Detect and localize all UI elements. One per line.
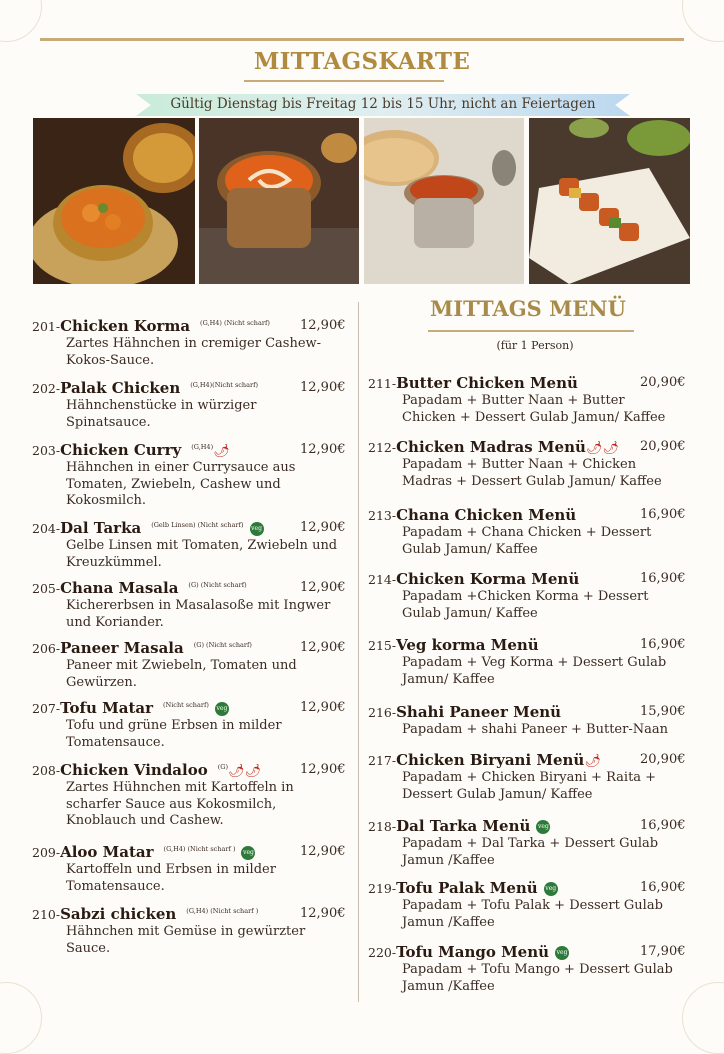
ornament-top-right <box>682 0 724 42</box>
item-allergen-note: (G,H4) (Nicht scharf) <box>200 318 270 327</box>
item-price: 16,90€ <box>640 818 686 833</box>
item-allergen-note: (G) (Nicht scharf) <box>188 580 247 589</box>
item-price: 12,90€ <box>300 442 346 457</box>
item-description-line: Gulab Jamun/ Kaffee <box>402 605 538 621</box>
item-number: 204- <box>32 521 61 536</box>
item-description-line: Jamun /Kaffee <box>402 852 495 868</box>
menu-item <box>368 942 690 995</box>
item-number: 215- <box>368 638 397 653</box>
vegan-icon: veg <box>241 846 255 860</box>
chili-icon: 🌶 <box>584 754 601 769</box>
item-allergen-note: (Nicht scharf) <box>163 700 209 709</box>
vegan-icon: veg <box>536 820 550 834</box>
item-description-line: Papadam + Chana Chicken + Dessert <box>402 525 652 540</box>
item-description-line: Papadam +Chicken Korma + Dessert <box>402 589 649 604</box>
item-number: 202- <box>32 381 61 396</box>
item-description-line: Gewürzen. <box>66 674 137 690</box>
item-name: Chana Masala <box>60 579 179 597</box>
item-name: Palak Chicken <box>60 379 181 397</box>
menu-item <box>32 316 350 369</box>
vegan-icon: veg <box>544 882 558 896</box>
item-description-line: Jamun /Kaffee <box>402 978 495 994</box>
item-number: 205- <box>32 581 61 596</box>
menu-item <box>368 505 690 558</box>
item-number: 214- <box>368 572 397 587</box>
menu-item <box>32 518 350 571</box>
item-number: 212- <box>368 440 397 455</box>
item-name: Chicken Korma Menü <box>396 570 580 588</box>
item-description-line: Spinatsauce. <box>66 414 151 430</box>
item-description-line: Jamun /Kaffee <box>402 914 495 930</box>
item-price: 20,90€ <box>640 375 686 390</box>
item-description-line: Papadam + Tofu Mango + Dessert Gulab <box>402 962 673 977</box>
menu-item <box>32 698 350 751</box>
item-price: 12,90€ <box>300 640 346 655</box>
item-price: 12,90€ <box>300 318 346 333</box>
item-allergen-note: (G,H4) <box>191 442 214 451</box>
item-name: Tofu Matar <box>60 699 153 717</box>
item-description-line: Paneer mit Zwiebeln, Tomaten und <box>66 658 297 673</box>
item-description-line: und Koriander. <box>66 614 164 630</box>
item-description-line: Tofu und grüne Erbsen in milder <box>66 718 282 733</box>
item-description-line: Kokosmilch. <box>66 493 146 508</box>
item-description-line: Papadam + Dal Tarka + Dessert Gulab <box>402 836 659 851</box>
item-name: Chicken Curry <box>60 441 182 459</box>
right-menu-subtitle: (für 1 Person) <box>496 339 574 352</box>
vegan-icon: veg <box>215 702 229 716</box>
item-description-line: scharfer Sauce aus Kokosmilch, <box>66 796 277 812</box>
ornament-bottom-left <box>0 982 42 1054</box>
item-description-line: Jamun/ Kaffee <box>402 671 495 687</box>
item-description-line: Gulab Jamun/ Kaffee <box>402 541 538 557</box>
item-allergen-note: (G) <box>217 762 228 771</box>
menu-item <box>368 437 690 490</box>
vegan-icon: veg <box>250 522 264 536</box>
item-description-line: Gelbe Linsen mit Tomaten, Zwiebeln und <box>66 538 338 553</box>
menu-item <box>32 378 350 431</box>
photo-tandoori-skewers <box>529 118 690 284</box>
menu-item <box>368 750 690 803</box>
item-number: 207- <box>32 701 61 716</box>
item-number: 218- <box>368 819 397 834</box>
item-price: 16,90€ <box>640 507 686 522</box>
item-description-line: Knoblauch und Cashew. <box>66 813 224 828</box>
item-name: Shahi Paneer Menü <box>396 703 562 721</box>
menu-item <box>368 702 690 739</box>
menu-item <box>32 842 350 895</box>
item-allergen-note: (G,H4)(Nicht scharf) <box>190 380 259 389</box>
chili-icon: 🌶 <box>228 764 245 779</box>
item-description-line: Dessert Gulab Jamun/ Kaffee <box>402 786 593 802</box>
item-number: 220- <box>368 945 397 960</box>
item-name: Veg korma Menü <box>396 636 539 654</box>
item-name: Chana Chicken Menü <box>396 506 577 524</box>
item-price: 17,90€ <box>640 944 686 959</box>
item-description-line: Papadam + Butter Naan + Butter <box>402 393 625 408</box>
menu-item <box>368 878 690 931</box>
item-description-line: Papadam + Chicken Biryani + Raita + <box>402 770 657 785</box>
item-allergen-note: (G,H4) (Nicht scharf ) <box>163 844 236 853</box>
item-price: 12,90€ <box>300 762 346 777</box>
item-description-line: Sauce. <box>66 940 111 956</box>
item-description-line: Papadam + Veg Korma + Dessert Gulab <box>402 655 667 670</box>
item-name: Tofu Palak Menü <box>396 879 538 897</box>
item-price: 20,90€ <box>640 439 686 454</box>
item-price: 12,90€ <box>300 380 346 395</box>
menu-item <box>32 638 350 691</box>
menu-item <box>368 373 690 426</box>
item-price: 16,90€ <box>640 880 686 895</box>
photo-curry-swirl <box>199 118 359 284</box>
item-name: Paneer Masala <box>60 639 184 657</box>
chili-icon: 🌶 <box>213 444 230 459</box>
page-title: MITTAGSKARTE <box>253 48 471 75</box>
item-price: 16,90€ <box>640 637 686 652</box>
item-number: 208- <box>32 763 61 778</box>
item-description-line: Hähnchen mit Gemüse in gewürzter <box>66 924 306 939</box>
photo-butter-chicken <box>33 118 195 284</box>
item-description-line: Tomaten, Zwiebeln, Cashew und <box>66 476 281 492</box>
item-description-line: Kreuzkümmel. <box>66 554 162 570</box>
chili-icon: 🌶 <box>602 441 619 456</box>
item-description-line: Papadam + shahi Paneer + Butter-Naan <box>402 722 668 737</box>
column-divider <box>358 302 359 1002</box>
item-description-line: Hähnchenstücke in würziger <box>66 398 257 413</box>
menu-item <box>368 569 690 622</box>
item-name: Chicken Vindaloo <box>60 761 208 779</box>
item-name: Aloo Matar <box>60 843 154 861</box>
menu-item <box>32 578 350 631</box>
item-name: Dal Tarka Menü <box>396 817 531 835</box>
item-allergen-note: (G,H4) (Nicht scharf ) <box>186 906 259 915</box>
item-name: Tofu Mango Menü <box>396 943 550 961</box>
item-description-line: Papadam + Tofu Palak + Dessert Gulab <box>402 898 663 913</box>
item-number: 213- <box>368 508 397 523</box>
vegan-icon: veg <box>555 946 569 960</box>
item-description-line: Papadam + Butter Naan + Chicken <box>402 457 637 472</box>
item-number: 201- <box>32 319 61 334</box>
item-allergen-note: (Gelb Linsen) (Nicht scharf) <box>151 520 244 529</box>
menu-item <box>32 440 350 510</box>
item-price: 12,90€ <box>300 580 346 595</box>
item-description-line: Kichererbsen in Masalasoße mit Ingwer <box>66 598 331 613</box>
right-title-underline <box>428 330 634 332</box>
item-price: 15,90€ <box>640 704 686 719</box>
item-price: 12,90€ <box>300 906 346 921</box>
item-price: 12,90€ <box>300 844 346 859</box>
menu-item <box>368 635 690 688</box>
item-description-line: Kokos-Sauce. <box>66 352 155 368</box>
menu-item <box>32 904 350 957</box>
item-description-line: Zartes Hähnchen in cremiger Cashew- <box>66 336 322 351</box>
item-name: Sabzi chicken <box>60 905 177 923</box>
item-number: 203- <box>32 443 61 458</box>
validity-text: Gültig Dienstag bis Freitag 12 bis 15 Uhr, nicht an Feiertagen <box>170 96 596 112</box>
item-price: 12,90€ <box>300 520 346 535</box>
item-name: Chicken Biryani Menü <box>396 751 585 769</box>
item-name: Dal Tarka <box>60 519 142 537</box>
item-name: Chicken Madras Menü <box>396 438 586 456</box>
item-name: Butter Chicken Menü <box>396 374 578 392</box>
title-underline <box>244 80 444 82</box>
item-price: 16,90€ <box>640 571 686 586</box>
item-allergen-note: (G) (Nicht scharf) <box>193 640 252 649</box>
item-description-line: Tomatensauce. <box>66 734 165 750</box>
item-number: 210- <box>32 907 61 922</box>
right-menu-title: MITTAGS MENÜ <box>430 296 626 321</box>
item-description-line: Madras + Dessert Gulab Jamun/ Kaffee <box>402 473 662 489</box>
item-number: 209- <box>32 845 61 860</box>
item-description-line: Kartoffeln und Erbsen in milder <box>66 862 276 877</box>
chili-icon: 🌶 <box>585 441 603 456</box>
item-description-line: Tomatensauce. <box>66 878 165 894</box>
item-description-line: Hähnchen in einer Currysauce aus <box>66 460 296 475</box>
ornament-top-left <box>0 0 42 42</box>
item-number: 219- <box>368 881 397 896</box>
item-number: 211- <box>368 376 397 391</box>
item-name: Chicken Korma <box>60 317 191 335</box>
chili-icon: 🌶 <box>244 764 262 779</box>
item-price: 20,90€ <box>640 752 686 767</box>
item-number: 217- <box>368 753 397 768</box>
menu-item <box>368 816 690 869</box>
top-rule <box>40 38 684 41</box>
item-number: 216- <box>368 705 397 720</box>
photo-curry-naan <box>364 118 524 284</box>
menu-item <box>32 760 350 830</box>
item-description-line: Chicken + Dessert Gulab Jamun/ Kaffee <box>402 409 666 425</box>
item-description-line: Zartes Hühnchen mit Kartoffeln in <box>66 780 294 795</box>
item-number: 206- <box>32 641 61 656</box>
item-price: 12,90€ <box>300 700 346 715</box>
